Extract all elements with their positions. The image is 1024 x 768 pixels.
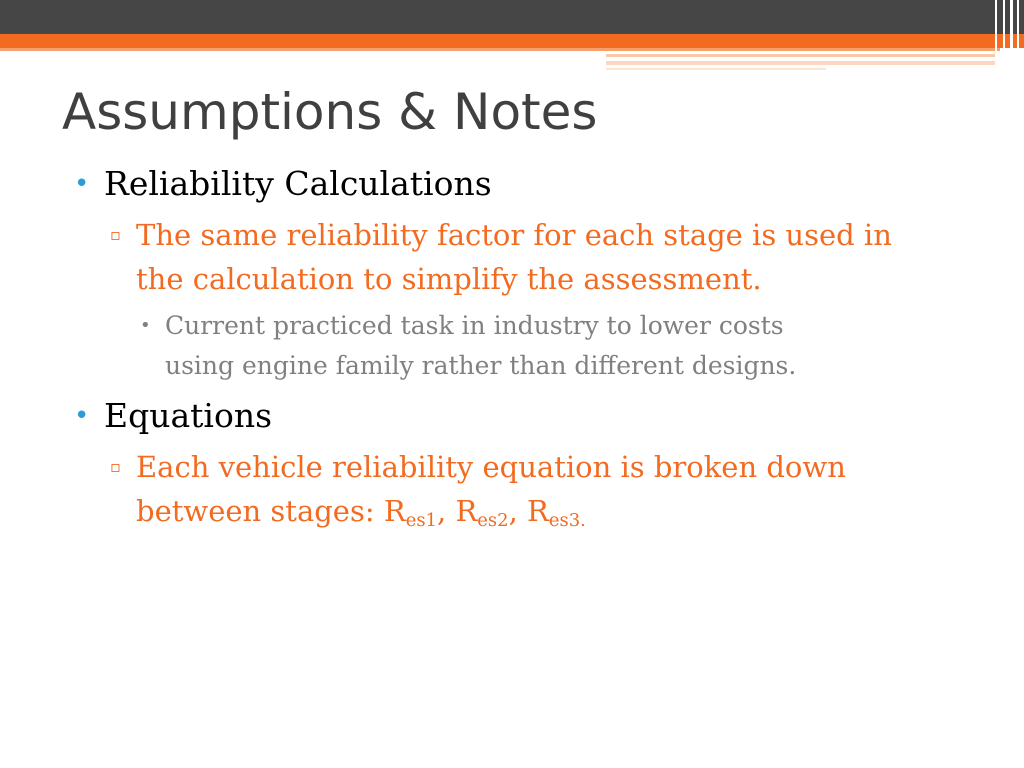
comma-separator: ,: [508, 494, 528, 528]
level2-bullet-square: ▫: [110, 457, 121, 476]
r-symbol: R: [455, 494, 478, 528]
reliability-note-line-1: The same reliability factor for each stage is used in: [136, 218, 892, 252]
equation-prefix: between stages:: [136, 494, 384, 528]
industry-note-line-2: using engine family rather than different designs.: [165, 351, 797, 380]
subscript-es1: es1: [405, 510, 437, 532]
subscript-es3: es3.: [548, 510, 586, 532]
equation-note-line-1: Each vehicle reliability equation is broken down: [136, 450, 846, 484]
comma-separator: ,: [437, 494, 456, 528]
bullet-reliability-calculations: Reliability Calculations: [104, 164, 492, 203]
level2-bullet-square: ▫: [110, 225, 121, 244]
level1-bullet-dot: •: [74, 401, 90, 431]
reliability-note-line-2: the calculation to simplify the assessment.: [136, 262, 762, 296]
equation-note-line-2: [136, 489, 586, 533]
r-symbol: R: [527, 494, 549, 528]
level1-bullet-dot: •: [74, 169, 90, 199]
r-symbol: R: [383, 494, 406, 528]
industry-note-line-1: Current practiced task in industry to lower costs: [165, 311, 784, 340]
slide-title: Assumptions & Notes: [62, 83, 598, 141]
subscript-es2: es2: [477, 510, 509, 532]
bullet-equations: Equations: [104, 396, 273, 435]
level3-bullet-dot: •: [140, 315, 151, 336]
